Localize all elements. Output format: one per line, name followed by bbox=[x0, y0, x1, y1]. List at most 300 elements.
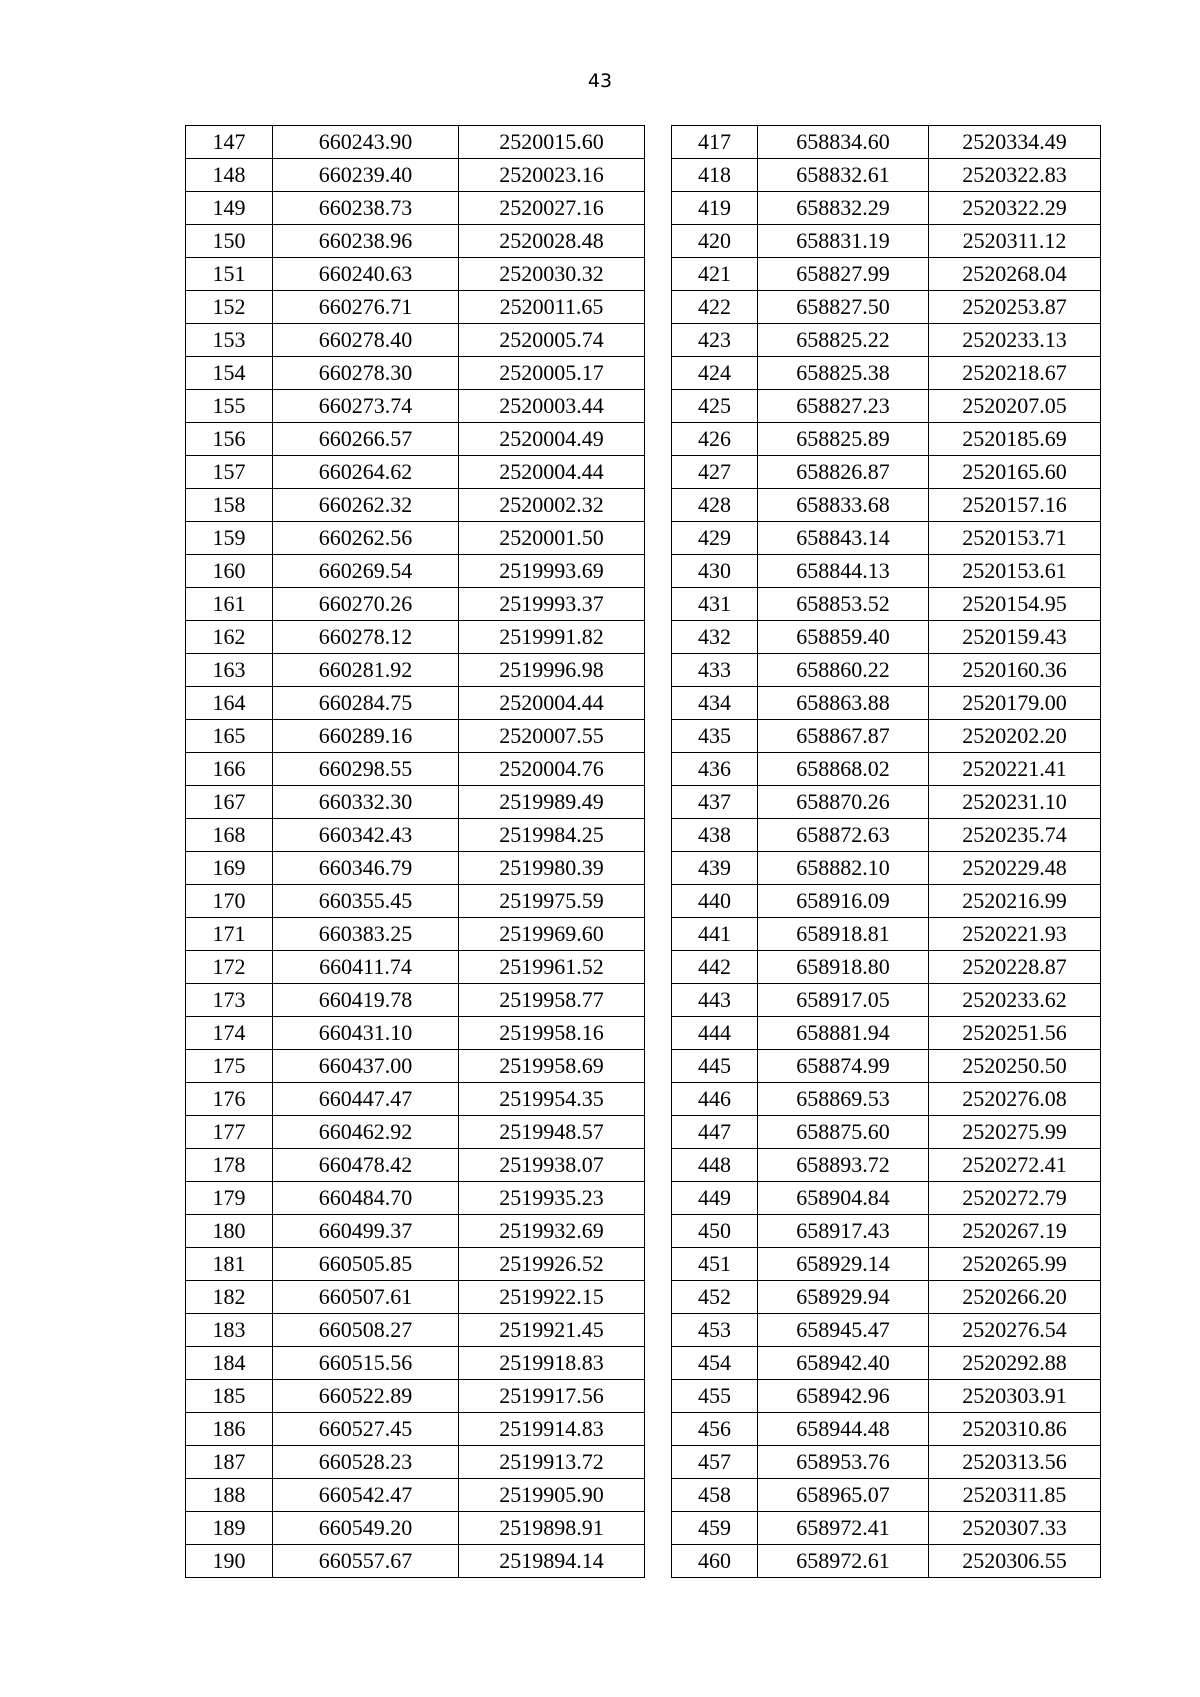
y-coordinate-cell: 2520023.16 bbox=[459, 159, 645, 192]
x-coordinate-cell: 660508.27 bbox=[273, 1314, 459, 1347]
point-number-cell: 453 bbox=[672, 1314, 758, 1347]
table-row bbox=[186, 456, 645, 489]
x-coordinate-cell: 660240.63 bbox=[273, 258, 459, 291]
point-number-cell: 455 bbox=[672, 1380, 758, 1413]
x-coordinate-cell: 660342.43 bbox=[273, 819, 459, 852]
table-row bbox=[186, 852, 645, 885]
x-coordinate-cell: 658904.84 bbox=[758, 1182, 929, 1215]
y-coordinate-cell: 2520311.85 bbox=[929, 1479, 1101, 1512]
table-row bbox=[186, 786, 645, 819]
x-coordinate-cell: 658870.26 bbox=[758, 786, 929, 819]
point-number-cell: 418 bbox=[672, 159, 758, 192]
point-number-cell: 421 bbox=[672, 258, 758, 291]
x-coordinate-cell: 660262.56 bbox=[273, 522, 459, 555]
y-coordinate-cell: 2520185.69 bbox=[929, 423, 1101, 456]
table-row bbox=[672, 1479, 1101, 1512]
y-coordinate-cell: 2519969.60 bbox=[459, 918, 645, 951]
coordinate-table-left-body bbox=[186, 126, 645, 1578]
y-coordinate-cell: 2519961.52 bbox=[459, 951, 645, 984]
y-coordinate-cell: 2519898.91 bbox=[459, 1512, 645, 1545]
y-coordinate-cell: 2520272.79 bbox=[929, 1182, 1101, 1215]
table-row bbox=[186, 390, 645, 423]
table-row bbox=[672, 258, 1101, 291]
x-coordinate-cell: 660431.10 bbox=[273, 1017, 459, 1050]
table-row bbox=[672, 753, 1101, 786]
y-coordinate-cell: 2520272.41 bbox=[929, 1149, 1101, 1182]
x-coordinate-cell: 660355.45 bbox=[273, 885, 459, 918]
x-coordinate-cell: 660383.25 bbox=[273, 918, 459, 951]
x-coordinate-cell: 658825.22 bbox=[758, 324, 929, 357]
y-coordinate-cell: 2520005.74 bbox=[459, 324, 645, 357]
y-coordinate-cell: 2520005.17 bbox=[459, 357, 645, 390]
point-number-cell: 173 bbox=[186, 984, 273, 1017]
y-coordinate-cell: 2520216.99 bbox=[929, 885, 1101, 918]
y-coordinate-cell: 2520153.61 bbox=[929, 555, 1101, 588]
x-coordinate-cell: 660262.32 bbox=[273, 489, 459, 522]
x-coordinate-cell: 658874.99 bbox=[758, 1050, 929, 1083]
y-coordinate-cell: 2519932.69 bbox=[459, 1215, 645, 1248]
point-number-cell: 179 bbox=[186, 1182, 273, 1215]
x-coordinate-cell: 660437.00 bbox=[273, 1050, 459, 1083]
table-row bbox=[672, 984, 1101, 1017]
point-number-cell: 459 bbox=[672, 1512, 758, 1545]
point-number-cell: 444 bbox=[672, 1017, 758, 1050]
y-coordinate-cell: 2520002.32 bbox=[459, 489, 645, 522]
table-row bbox=[186, 1479, 645, 1512]
y-coordinate-cell: 2519984.25 bbox=[459, 819, 645, 852]
x-coordinate-cell: 658918.81 bbox=[758, 918, 929, 951]
x-coordinate-cell: 660557.67 bbox=[273, 1545, 459, 1578]
y-coordinate-cell: 2519894.14 bbox=[459, 1545, 645, 1578]
table-row bbox=[672, 1413, 1101, 1446]
table-row bbox=[672, 951, 1101, 984]
table-row bbox=[186, 555, 645, 588]
table-row bbox=[672, 1017, 1101, 1050]
y-coordinate-cell: 2520310.86 bbox=[929, 1413, 1101, 1446]
x-coordinate-cell: 660264.62 bbox=[273, 456, 459, 489]
point-number-cell: 162 bbox=[186, 621, 273, 654]
x-coordinate-cell: 658944.48 bbox=[758, 1413, 929, 1446]
y-coordinate-cell: 2520253.87 bbox=[929, 291, 1101, 324]
table-row bbox=[672, 291, 1101, 324]
page-number: 43 bbox=[587, 70, 613, 92]
table-row bbox=[186, 819, 645, 852]
x-coordinate-cell: 660238.96 bbox=[273, 225, 459, 258]
x-coordinate-cell: 660505.85 bbox=[273, 1248, 459, 1281]
point-number-cell: 425 bbox=[672, 390, 758, 423]
point-number-cell: 177 bbox=[186, 1116, 273, 1149]
x-coordinate-cell: 658953.76 bbox=[758, 1446, 929, 1479]
x-coordinate-cell: 658834.60 bbox=[758, 126, 929, 159]
x-coordinate-cell: 660266.57 bbox=[273, 423, 459, 456]
y-coordinate-cell: 2520202.20 bbox=[929, 720, 1101, 753]
point-number-cell: 182 bbox=[186, 1281, 273, 1314]
table-row bbox=[672, 1182, 1101, 1215]
y-coordinate-cell: 2520179.00 bbox=[929, 687, 1101, 720]
x-coordinate-cell: 658942.96 bbox=[758, 1380, 929, 1413]
y-coordinate-cell: 2519958.16 bbox=[459, 1017, 645, 1050]
y-coordinate-cell: 2519975.59 bbox=[459, 885, 645, 918]
point-number-cell: 167 bbox=[186, 786, 273, 819]
table-row bbox=[672, 1248, 1101, 1281]
point-number-cell: 150 bbox=[186, 225, 273, 258]
x-coordinate-cell: 658875.60 bbox=[758, 1116, 929, 1149]
y-coordinate-cell: 2519958.77 bbox=[459, 984, 645, 1017]
point-number-cell: 424 bbox=[672, 357, 758, 390]
point-number-cell: 419 bbox=[672, 192, 758, 225]
y-coordinate-cell: 2520311.12 bbox=[929, 225, 1101, 258]
point-number-cell: 457 bbox=[672, 1446, 758, 1479]
point-number-cell: 447 bbox=[672, 1116, 758, 1149]
y-coordinate-cell: 2519989.49 bbox=[459, 786, 645, 819]
y-coordinate-cell: 2520221.41 bbox=[929, 753, 1101, 786]
x-coordinate-cell: 660411.74 bbox=[273, 951, 459, 984]
y-coordinate-cell: 2519993.37 bbox=[459, 588, 645, 621]
point-number-cell: 438 bbox=[672, 819, 758, 852]
table-row bbox=[186, 1182, 645, 1215]
y-coordinate-cell: 2519935.23 bbox=[459, 1182, 645, 1215]
point-number-cell: 454 bbox=[672, 1347, 758, 1380]
coordinate-table-right bbox=[671, 125, 1101, 1578]
table-row bbox=[672, 456, 1101, 489]
table-row bbox=[186, 1083, 645, 1116]
y-coordinate-cell: 2520251.56 bbox=[929, 1017, 1101, 1050]
table-row bbox=[672, 225, 1101, 258]
point-number-cell: 147 bbox=[186, 126, 273, 159]
point-number-cell: 437 bbox=[672, 786, 758, 819]
y-coordinate-cell: 2520015.60 bbox=[459, 126, 645, 159]
x-coordinate-cell: 658859.40 bbox=[758, 621, 929, 654]
x-coordinate-cell: 658827.23 bbox=[758, 390, 929, 423]
x-coordinate-cell: 660284.75 bbox=[273, 687, 459, 720]
table-row bbox=[672, 423, 1101, 456]
table-row bbox=[186, 1347, 645, 1380]
table-row bbox=[672, 324, 1101, 357]
x-coordinate-cell: 658853.52 bbox=[758, 588, 929, 621]
x-coordinate-cell: 658825.89 bbox=[758, 423, 929, 456]
point-number-cell: 149 bbox=[186, 192, 273, 225]
table-row bbox=[672, 786, 1101, 819]
point-number-cell: 157 bbox=[186, 456, 273, 489]
table-row bbox=[186, 324, 645, 357]
table-row bbox=[186, 1545, 645, 1578]
point-number-cell: 188 bbox=[186, 1479, 273, 1512]
coordinate-table-left bbox=[185, 125, 645, 1578]
x-coordinate-cell: 658827.99 bbox=[758, 258, 929, 291]
table-row bbox=[186, 1149, 645, 1182]
point-number-cell: 153 bbox=[186, 324, 273, 357]
y-coordinate-cell: 2519996.98 bbox=[459, 654, 645, 687]
x-coordinate-cell: 658833.68 bbox=[758, 489, 929, 522]
table-row bbox=[186, 984, 645, 1017]
table-row bbox=[186, 753, 645, 786]
table-row bbox=[672, 390, 1101, 423]
x-coordinate-cell: 658826.87 bbox=[758, 456, 929, 489]
y-coordinate-cell: 2520011.65 bbox=[459, 291, 645, 324]
x-coordinate-cell: 660332.30 bbox=[273, 786, 459, 819]
point-number-cell: 166 bbox=[186, 753, 273, 786]
point-number-cell: 168 bbox=[186, 819, 273, 852]
point-number-cell: 181 bbox=[186, 1248, 273, 1281]
table-row bbox=[186, 1413, 645, 1446]
y-coordinate-cell: 2520004.44 bbox=[459, 456, 645, 489]
y-coordinate-cell: 2520322.83 bbox=[929, 159, 1101, 192]
x-coordinate-cell: 660542.47 bbox=[273, 1479, 459, 1512]
x-coordinate-cell: 658832.29 bbox=[758, 192, 929, 225]
table-row bbox=[186, 522, 645, 555]
x-coordinate-cell: 658929.94 bbox=[758, 1281, 929, 1314]
point-number-cell: 452 bbox=[672, 1281, 758, 1314]
x-coordinate-cell: 658917.05 bbox=[758, 984, 929, 1017]
x-coordinate-cell: 658917.43 bbox=[758, 1215, 929, 1248]
x-coordinate-cell: 660298.55 bbox=[273, 753, 459, 786]
table-row bbox=[186, 1446, 645, 1479]
x-coordinate-cell: 658867.87 bbox=[758, 720, 929, 753]
x-coordinate-cell: 658972.41 bbox=[758, 1512, 929, 1545]
point-number-cell: 175 bbox=[186, 1050, 273, 1083]
table-row bbox=[672, 687, 1101, 720]
x-coordinate-cell: 658863.88 bbox=[758, 687, 929, 720]
point-number-cell: 426 bbox=[672, 423, 758, 456]
table-row bbox=[672, 1281, 1101, 1314]
table-row bbox=[186, 588, 645, 621]
y-coordinate-cell: 2520306.55 bbox=[929, 1545, 1101, 1578]
x-coordinate-cell: 658843.14 bbox=[758, 522, 929, 555]
x-coordinate-cell: 660462.92 bbox=[273, 1116, 459, 1149]
table-row bbox=[672, 1446, 1101, 1479]
y-coordinate-cell: 2520004.44 bbox=[459, 687, 645, 720]
point-number-cell: 180 bbox=[186, 1215, 273, 1248]
point-number-cell: 432 bbox=[672, 621, 758, 654]
x-coordinate-cell: 660238.73 bbox=[273, 192, 459, 225]
y-coordinate-cell: 2520003.44 bbox=[459, 390, 645, 423]
x-coordinate-cell: 660522.89 bbox=[273, 1380, 459, 1413]
y-coordinate-cell: 2520030.32 bbox=[459, 258, 645, 291]
table-row bbox=[186, 126, 645, 159]
y-coordinate-cell: 2520229.48 bbox=[929, 852, 1101, 885]
point-number-cell: 176 bbox=[186, 1083, 273, 1116]
table-row bbox=[672, 522, 1101, 555]
y-coordinate-cell: 2520334.49 bbox=[929, 126, 1101, 159]
y-coordinate-cell: 2520157.16 bbox=[929, 489, 1101, 522]
x-coordinate-cell: 658869.53 bbox=[758, 1083, 929, 1116]
x-coordinate-cell: 660278.30 bbox=[273, 357, 459, 390]
x-coordinate-cell: 660499.37 bbox=[273, 1215, 459, 1248]
x-coordinate-cell: 658918.80 bbox=[758, 951, 929, 984]
table-row bbox=[186, 687, 645, 720]
y-coordinate-cell: 2519905.90 bbox=[459, 1479, 645, 1512]
x-coordinate-cell: 658945.47 bbox=[758, 1314, 929, 1347]
y-coordinate-cell: 2519954.35 bbox=[459, 1083, 645, 1116]
point-number-cell: 152 bbox=[186, 291, 273, 324]
y-coordinate-cell: 2519914.83 bbox=[459, 1413, 645, 1446]
table-row bbox=[672, 1347, 1101, 1380]
y-coordinate-cell: 2520268.04 bbox=[929, 258, 1101, 291]
y-coordinate-cell: 2520228.87 bbox=[929, 951, 1101, 984]
point-number-cell: 164 bbox=[186, 687, 273, 720]
point-number-cell: 165 bbox=[186, 720, 273, 753]
y-coordinate-cell: 2519922.15 bbox=[459, 1281, 645, 1314]
y-coordinate-cell: 2520165.60 bbox=[929, 456, 1101, 489]
table-row bbox=[186, 291, 645, 324]
point-number-cell: 423 bbox=[672, 324, 758, 357]
table-row bbox=[186, 1281, 645, 1314]
table-row bbox=[186, 192, 645, 225]
x-coordinate-cell: 658872.63 bbox=[758, 819, 929, 852]
table-row bbox=[672, 1380, 1101, 1413]
point-number-cell: 417 bbox=[672, 126, 758, 159]
point-number-cell: 163 bbox=[186, 654, 273, 687]
point-number-cell: 184 bbox=[186, 1347, 273, 1380]
y-coordinate-cell: 2520265.99 bbox=[929, 1248, 1101, 1281]
table-row bbox=[186, 258, 645, 291]
x-coordinate-cell: 660278.12 bbox=[273, 621, 459, 654]
y-coordinate-cell: 2519980.39 bbox=[459, 852, 645, 885]
table-row bbox=[186, 1050, 645, 1083]
point-number-cell: 151 bbox=[186, 258, 273, 291]
table-row bbox=[186, 1215, 645, 1248]
table-row bbox=[186, 918, 645, 951]
table-row bbox=[672, 1545, 1101, 1578]
point-number-cell: 420 bbox=[672, 225, 758, 258]
y-coordinate-cell: 2519938.07 bbox=[459, 1149, 645, 1182]
y-coordinate-cell: 2520004.76 bbox=[459, 753, 645, 786]
x-coordinate-cell: 658860.22 bbox=[758, 654, 929, 687]
table-row bbox=[672, 159, 1101, 192]
y-coordinate-cell: 2520303.91 bbox=[929, 1380, 1101, 1413]
x-coordinate-cell: 658844.13 bbox=[758, 555, 929, 588]
point-number-cell: 451 bbox=[672, 1248, 758, 1281]
y-coordinate-cell: 2520027.16 bbox=[459, 192, 645, 225]
point-number-cell: 156 bbox=[186, 423, 273, 456]
point-number-cell: 440 bbox=[672, 885, 758, 918]
y-coordinate-cell: 2519926.52 bbox=[459, 1248, 645, 1281]
y-coordinate-cell: 2520307.33 bbox=[929, 1512, 1101, 1545]
x-coordinate-cell: 660507.61 bbox=[273, 1281, 459, 1314]
y-coordinate-cell: 2520267.19 bbox=[929, 1215, 1101, 1248]
point-number-cell: 436 bbox=[672, 753, 758, 786]
x-coordinate-cell: 658882.10 bbox=[758, 852, 929, 885]
x-coordinate-cell: 660289.16 bbox=[273, 720, 459, 753]
table-row bbox=[672, 192, 1101, 225]
y-coordinate-cell: 2520153.71 bbox=[929, 522, 1101, 555]
point-number-cell: 422 bbox=[672, 291, 758, 324]
x-coordinate-cell: 658965.07 bbox=[758, 1479, 929, 1512]
point-number-cell: 434 bbox=[672, 687, 758, 720]
y-coordinate-cell: 2520159.43 bbox=[929, 621, 1101, 654]
table-row bbox=[672, 555, 1101, 588]
x-coordinate-cell: 658825.38 bbox=[758, 357, 929, 390]
point-number-cell: 172 bbox=[186, 951, 273, 984]
y-coordinate-cell: 2520235.74 bbox=[929, 819, 1101, 852]
y-coordinate-cell: 2519917.56 bbox=[459, 1380, 645, 1413]
y-coordinate-cell: 2520275.99 bbox=[929, 1116, 1101, 1149]
table-row bbox=[672, 819, 1101, 852]
table-row bbox=[672, 1116, 1101, 1149]
y-coordinate-cell: 2519958.69 bbox=[459, 1050, 645, 1083]
point-number-cell: 159 bbox=[186, 522, 273, 555]
point-number-cell: 427 bbox=[672, 456, 758, 489]
table-row bbox=[672, 1314, 1101, 1347]
x-coordinate-cell: 660528.23 bbox=[273, 1446, 459, 1479]
point-number-cell: 460 bbox=[672, 1545, 758, 1578]
y-coordinate-cell: 2520001.50 bbox=[459, 522, 645, 555]
point-number-cell: 183 bbox=[186, 1314, 273, 1347]
point-number-cell: 442 bbox=[672, 951, 758, 984]
point-number-cell: 174 bbox=[186, 1017, 273, 1050]
table-row bbox=[672, 621, 1101, 654]
x-coordinate-cell: 660478.42 bbox=[273, 1149, 459, 1182]
x-coordinate-cell: 660447.47 bbox=[273, 1083, 459, 1116]
point-number-cell: 456 bbox=[672, 1413, 758, 1446]
y-coordinate-cell: 2520160.36 bbox=[929, 654, 1101, 687]
table-row bbox=[186, 1512, 645, 1545]
point-number-cell: 161 bbox=[186, 588, 273, 621]
x-coordinate-cell: 658916.09 bbox=[758, 885, 929, 918]
table-row bbox=[186, 1380, 645, 1413]
x-coordinate-cell: 658893.72 bbox=[758, 1149, 929, 1182]
point-number-cell: 435 bbox=[672, 720, 758, 753]
table-row bbox=[672, 918, 1101, 951]
point-number-cell: 441 bbox=[672, 918, 758, 951]
point-number-cell: 169 bbox=[186, 852, 273, 885]
point-number-cell: 445 bbox=[672, 1050, 758, 1083]
table-row bbox=[672, 1050, 1101, 1083]
y-coordinate-cell: 2520154.95 bbox=[929, 588, 1101, 621]
table-row bbox=[186, 654, 645, 687]
point-number-cell: 158 bbox=[186, 489, 273, 522]
y-coordinate-cell: 2520250.50 bbox=[929, 1050, 1101, 1083]
x-coordinate-cell: 660419.78 bbox=[273, 984, 459, 1017]
x-coordinate-cell: 658942.40 bbox=[758, 1347, 929, 1380]
x-coordinate-cell: 660515.56 bbox=[273, 1347, 459, 1380]
table-row bbox=[186, 1017, 645, 1050]
point-number-cell: 449 bbox=[672, 1182, 758, 1215]
y-coordinate-cell: 2520028.48 bbox=[459, 225, 645, 258]
table-row bbox=[672, 1149, 1101, 1182]
x-coordinate-cell: 658881.94 bbox=[758, 1017, 929, 1050]
y-coordinate-cell: 2520218.67 bbox=[929, 357, 1101, 390]
x-coordinate-cell: 660278.40 bbox=[273, 324, 459, 357]
point-number-cell: 190 bbox=[186, 1545, 273, 1578]
table-row bbox=[186, 159, 645, 192]
x-coordinate-cell: 658832.61 bbox=[758, 159, 929, 192]
table-row bbox=[186, 357, 645, 390]
x-coordinate-cell: 658868.02 bbox=[758, 753, 929, 786]
x-coordinate-cell: 660527.45 bbox=[273, 1413, 459, 1446]
table-row bbox=[186, 225, 645, 258]
y-coordinate-cell: 2520276.54 bbox=[929, 1314, 1101, 1347]
x-coordinate-cell: 658827.50 bbox=[758, 291, 929, 324]
table-row bbox=[672, 654, 1101, 687]
table-row bbox=[186, 621, 645, 654]
x-coordinate-cell: 660276.71 bbox=[273, 291, 459, 324]
point-number-cell: 458 bbox=[672, 1479, 758, 1512]
y-coordinate-cell: 2520313.56 bbox=[929, 1446, 1101, 1479]
point-number-cell: 178 bbox=[186, 1149, 273, 1182]
table-row bbox=[186, 1116, 645, 1149]
y-coordinate-cell: 2519948.57 bbox=[459, 1116, 645, 1149]
y-coordinate-cell: 2520221.93 bbox=[929, 918, 1101, 951]
y-coordinate-cell: 2520322.29 bbox=[929, 192, 1101, 225]
point-number-cell: 431 bbox=[672, 588, 758, 621]
point-number-cell: 430 bbox=[672, 555, 758, 588]
point-number-cell: 189 bbox=[186, 1512, 273, 1545]
x-coordinate-cell: 660269.54 bbox=[273, 555, 459, 588]
point-number-cell: 428 bbox=[672, 489, 758, 522]
table-row bbox=[672, 126, 1101, 159]
point-number-cell: 160 bbox=[186, 555, 273, 588]
